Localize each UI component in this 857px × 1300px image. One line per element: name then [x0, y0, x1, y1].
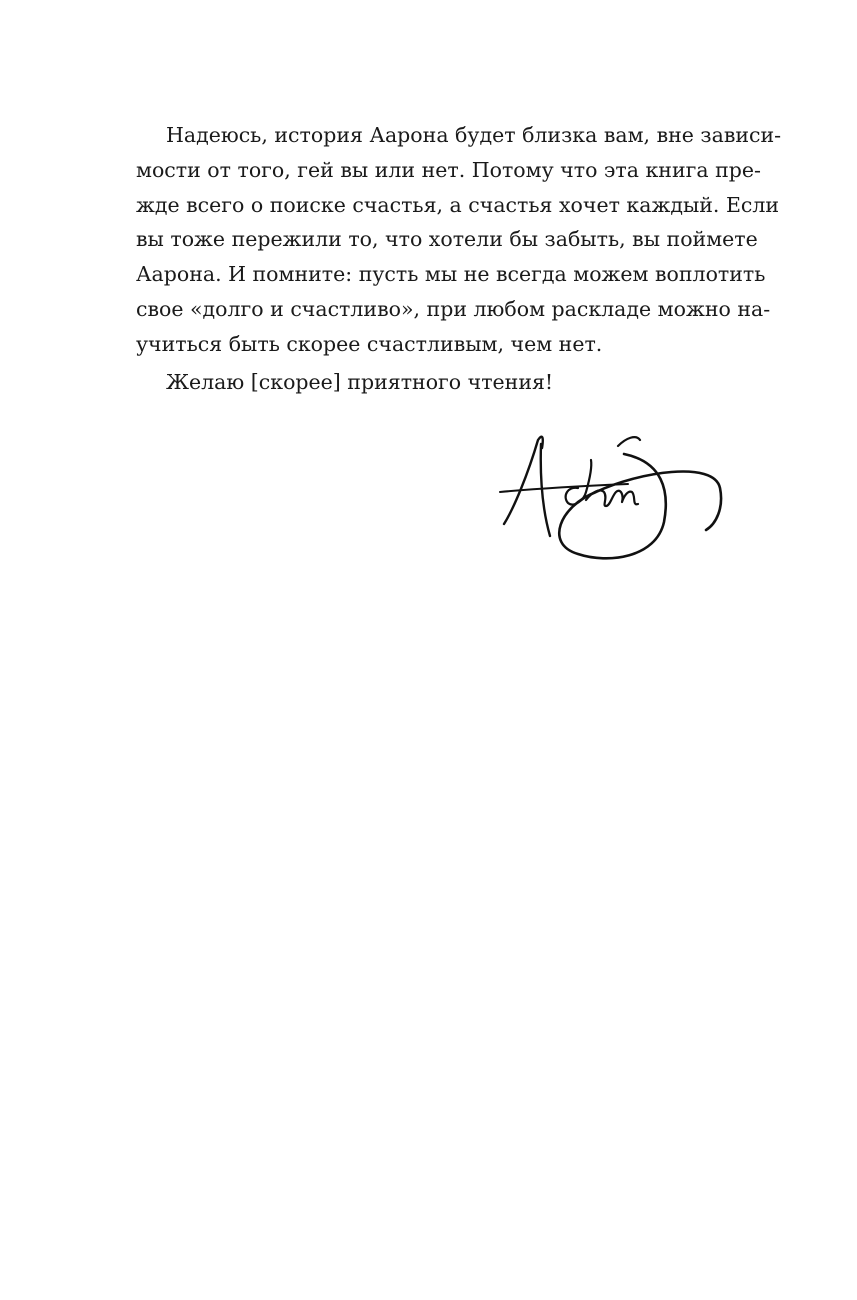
author-signature: [492, 426, 732, 566]
paragraph-line: вы тоже пережили то, что хотели бы забыть, вы поймете: [136, 227, 758, 252]
paragraph-line: Надеюсь, история Аарона будет близка вам, вне зависи-: [166, 123, 782, 147]
paragraph-line: свое «долго и счастливо», при любом раскладе можно на-: [136, 296, 771, 321]
paragraph-line: Аарона. И помните: пусть мы не всегда можем воплотить: [136, 262, 766, 287]
signature-drawing: [492, 426, 732, 566]
paragraph-line: мости от того, гей вы или нет. Потому что эта книга пре-: [136, 157, 761, 182]
closing-line: Желаю [скорее] приятного чтения!: [166, 370, 554, 394]
paragraph-line: учиться быть скорее счастливым, чем нет.: [136, 331, 603, 356]
paragraph: [136, 118, 782, 362]
paragraph-line: жде всего о поиске счастья, а счастья хочет каждый. Если: [136, 192, 780, 217]
